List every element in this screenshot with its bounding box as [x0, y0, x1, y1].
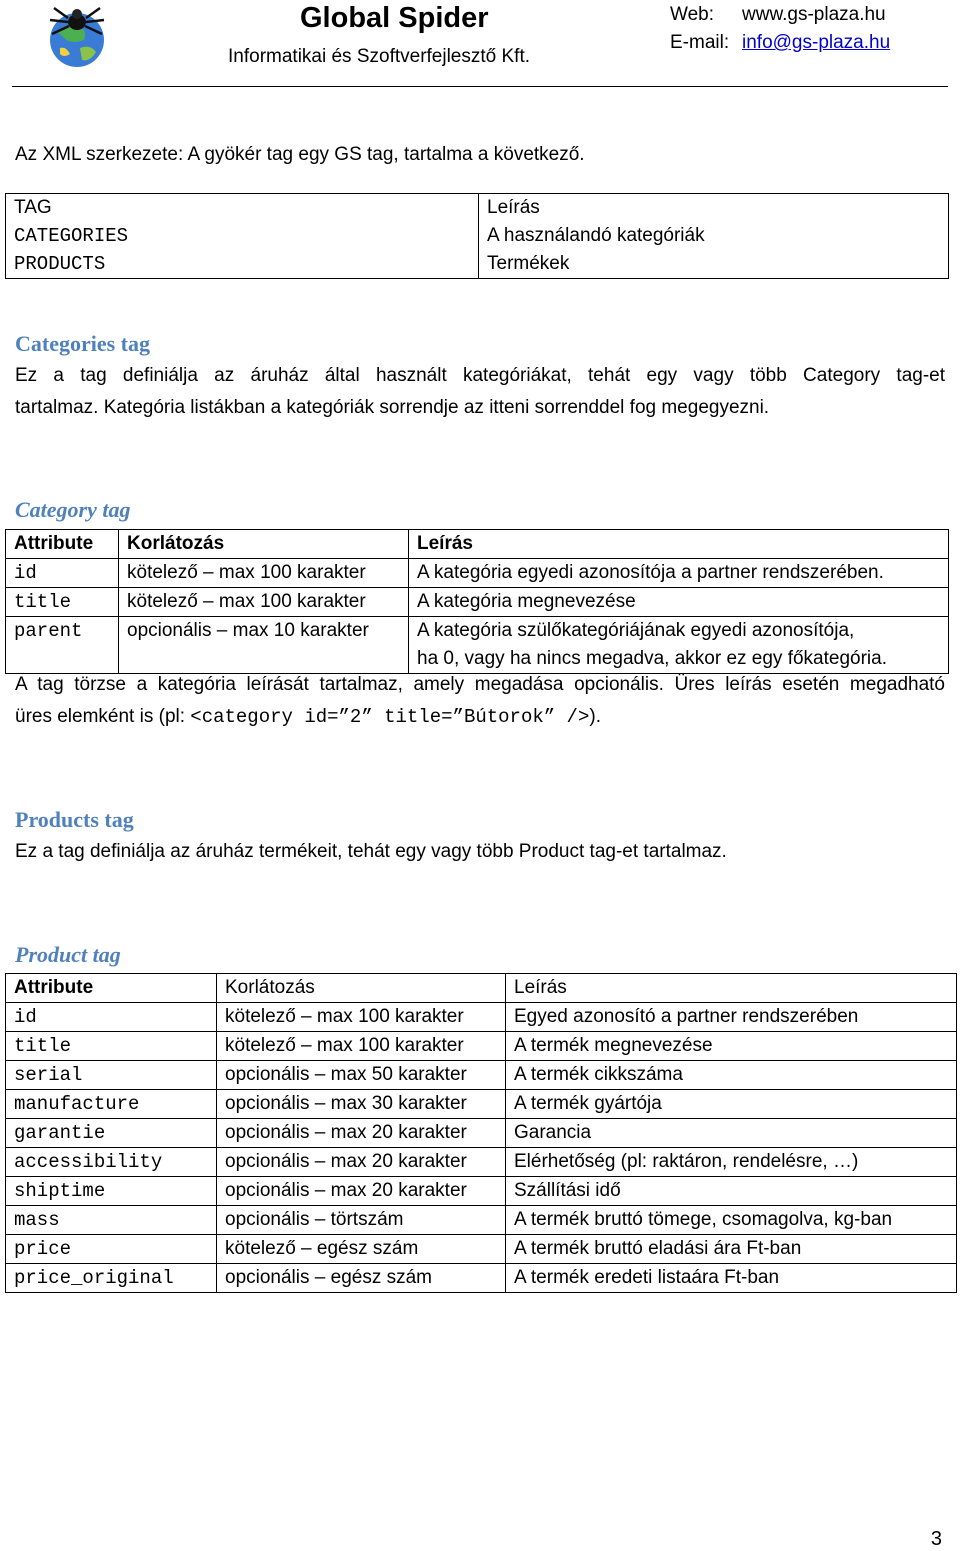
table-row [6, 1148, 957, 1177]
header-cell: Attribute [6, 530, 119, 559]
restriction-cell: kötelező – max 100 karakter [217, 1003, 506, 1032]
category-attribute-table [5, 529, 949, 674]
description-cell: Garancia [506, 1119, 957, 1148]
product-heading: Product tag [15, 942, 121, 967]
categories-text-line2: tartalmaz. Kategória listákban a kategóriák sorrendje az itteni sorrenddel fog megegyezni. [15, 397, 770, 418]
restriction-cell [119, 645, 409, 674]
product-attribute-table [5, 973, 957, 1293]
email-contact [670, 32, 890, 54]
table-row [6, 250, 949, 279]
attribute-cell: title [6, 588, 119, 617]
attribute-cell: serial [6, 1061, 217, 1090]
code-example: <category id=”2” title=”Bútorok” /> [190, 706, 590, 728]
description-cell: A használandó kategóriák [479, 222, 949, 250]
attribute-cell: mass [6, 1206, 217, 1235]
categories-heading: Categories tag [15, 331, 151, 356]
attribute-cell [6, 645, 119, 674]
description-cell: A kategória szülőkategóriájának egyedi azonosítója, [409, 617, 949, 646]
category-heading: Category tag [15, 497, 131, 522]
attribute-cell: manufacture [6, 1090, 217, 1119]
description-cell: A termék bruttó tömege, csomagolva, kg-ban [506, 1206, 957, 1235]
restriction-cell: kötelező – max 100 karakter [217, 1032, 506, 1061]
restriction-cell: opcionális – max 30 karakter [217, 1090, 506, 1119]
products-text: Ez a tag definiálja az áruház termékeit, tehát egy vagy több Product tag-et tartalmaz. [15, 841, 727, 862]
table-row [6, 1119, 957, 1148]
attribute-cell: price [6, 1235, 217, 1264]
description-cell: A termék megnevezése [506, 1032, 957, 1061]
description-cell: A kategória megnevezése [409, 588, 949, 617]
restriction-cell: opcionális – max 20 karakter [217, 1148, 506, 1177]
description-cell: A termék gyártója [506, 1090, 957, 1119]
description-cell: Elérhetőség (pl: raktáron, rendelésre, …) [506, 1148, 957, 1177]
header-divider [12, 86, 948, 87]
description-cell: ha 0, vagy ha nincs megadva, akkor ez egy főkategória. [409, 645, 949, 674]
table-row [6, 1061, 957, 1090]
description-cell: Szállítási idő [506, 1177, 957, 1206]
attribute-cell: shiptime [6, 1177, 217, 1206]
restriction-cell: opcionális – max 20 karakter [217, 1177, 506, 1206]
restriction-cell: opcionális – törtszám [217, 1206, 506, 1235]
table-row [6, 1177, 957, 1206]
attribute-cell: parent [6, 617, 119, 646]
note-text: üres elemként is (pl: [15, 706, 191, 727]
web-label: Web: [670, 4, 715, 25]
description-cell: A termék bruttó eladási ára Ft-ban [506, 1235, 957, 1264]
category-note-line2 [15, 703, 601, 731]
restriction-cell: kötelező – egész szám [217, 1235, 506, 1264]
description-cell: A termék eredeti listaára Ft-ban [506, 1264, 957, 1293]
header-cell: Leírás [479, 194, 949, 223]
restriction-cell: kötelező – max 100 karakter [119, 588, 409, 617]
restriction-cell: opcionális – max 50 karakter [217, 1061, 506, 1090]
table-row [6, 645, 949, 674]
description-cell: Termékek [479, 250, 949, 279]
web-contact [670, 4, 886, 26]
attribute-cell: title [6, 1032, 217, 1061]
attribute-cell: id [6, 1003, 217, 1032]
restriction-cell: opcionális – egész szám [217, 1264, 506, 1293]
categories-text-line1: Ez a tag definiálja az áruház által használt kategóriákat, tehát egy vagy több Category tag-et [15, 365, 945, 386]
restriction-cell: opcionális – max 10 karakter [119, 617, 409, 646]
table-header-row [6, 974, 957, 1003]
email-link[interactable]: info@gs-plaza.hu [742, 32, 891, 53]
table-header-row [6, 530, 949, 559]
attribute-cell: id [6, 559, 119, 588]
table-row [6, 1090, 957, 1119]
email-label: E-mail: [670, 32, 730, 53]
page-number: 3 [930, 1528, 942, 1550]
products-heading: Products tag [15, 807, 134, 832]
attribute-cell: price_original [6, 1264, 217, 1293]
web-value: www.gs-plaza.hu [742, 4, 886, 25]
header-cell: Leírás [409, 530, 949, 559]
attribute-cell: garantie [6, 1119, 217, 1148]
table-row [6, 1206, 957, 1235]
table-row [6, 1003, 957, 1032]
description-cell: Egyed azonosító a partner rendszerében [506, 1003, 957, 1032]
intro-text: Az XML szerkezete: A gyökér tag egy GS tag, tartalma a következő. [15, 144, 585, 165]
table-row [6, 222, 949, 250]
brand-name: Global Spider [300, 2, 489, 34]
table-row [6, 1264, 957, 1293]
note-text: ). [589, 706, 601, 727]
tag-cell: CATEGORIES [6, 222, 479, 250]
header-cell: TAG [6, 194, 479, 223]
restriction-cell: kötelező – max 100 karakter [119, 559, 409, 588]
header-cell: Korlátozás [217, 974, 506, 1003]
table-row [6, 617, 949, 646]
category-note-line1: A tag törzse a kategória leírását tartalmaz, amely megadása opcionális. Üres leírás esetén megadható [15, 674, 945, 695]
tag-cell: PRODUCTS [6, 250, 479, 279]
table-header-row [6, 194, 949, 223]
table-row [6, 1235, 957, 1264]
restriction-cell: opcionális – max 20 karakter [217, 1119, 506, 1148]
description-cell: A termék cikkszáma [506, 1061, 957, 1090]
header-cell: Leírás [506, 974, 957, 1003]
table-row [6, 559, 949, 588]
description-cell: A kategória egyedi azonosítója a partner rendszerében. [409, 559, 949, 588]
company-name: Informatikai és Szoftverfejlesztő Kft. [228, 46, 531, 67]
spider-globe-logo [44, 4, 110, 70]
attribute-cell: accessibility [6, 1148, 217, 1177]
table-row [6, 588, 949, 617]
header-cell: Attribute [6, 974, 217, 1003]
root-tag-table [5, 193, 949, 279]
table-row [6, 1032, 957, 1061]
header-cell: Korlátozás [119, 530, 409, 559]
